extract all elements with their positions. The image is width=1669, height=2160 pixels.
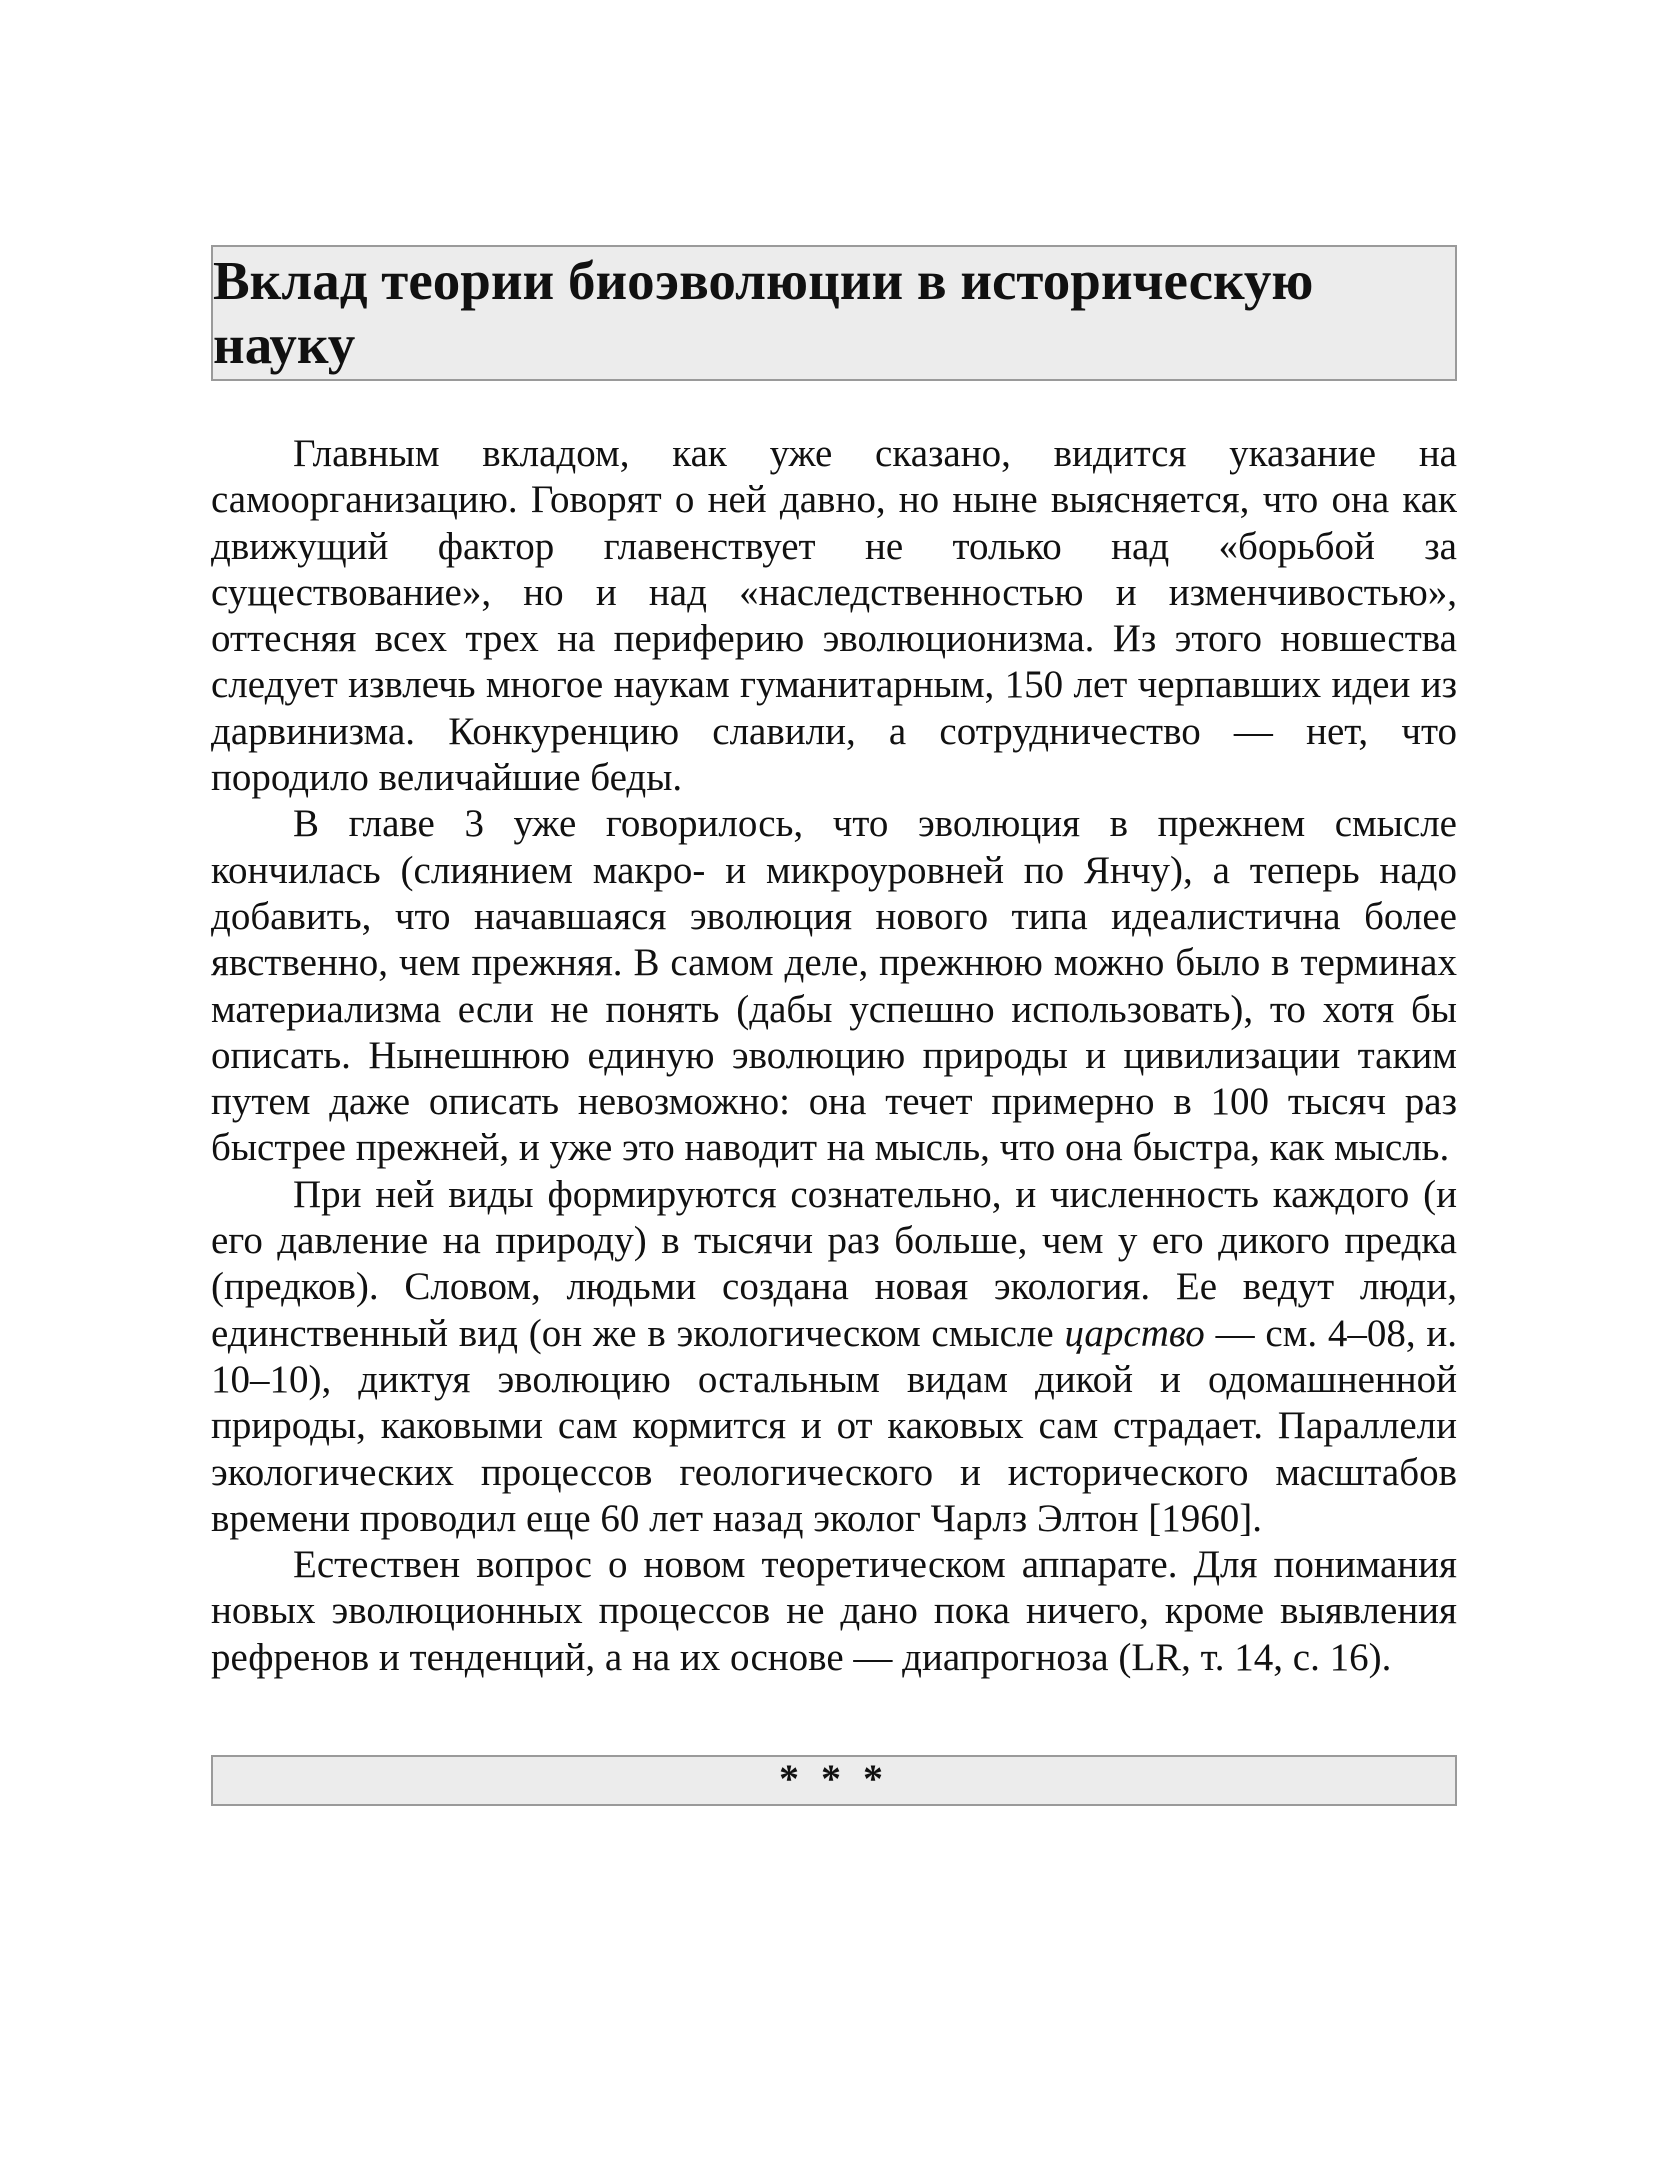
separator-asterisks: * * * <box>779 1756 889 1802</box>
paragraph-4: Естествен вопрос о новом теоретическом аппарате. Для понимания новых эволюционных процессов не дано пока ничего, кроме выявления рефренов и тенденций, а на их основе — диапрогноза (LR, т. 14, с. 16). <box>211 1543 1457 1679</box>
section-title: Вклад теории биоэволюции в историческую науку <box>213 250 1314 375</box>
paragraph-1: Главным вкладом, как уже сказано, видится указание на самоорганизацию. Говорят о ней давно, но ныне выясняется, что она как движущий фактор главенствует не только над «борьбой за существование», но и над «наследственностью и изменчивостью», оттесняя всех трех на периферию эволюционизма. Из этого новшества следует извлечь многое наукам гуманитарным, 150 лет черпавших идеи из дарвинизма. Конкуренцию славили, а сотрудничество — нет, что породило величайшие беды. <box>211 432 1457 800</box>
body-text <box>211 431 1457 1681</box>
paragraph-2: В главе 3 уже говорилось, что эволюция в прежнем смысле кончилась (слиянием макро- и микроуровней по Янчу), а теперь надо добавить, что начавшаяся эволюция нового типа идеалистична более явственно, чем прежняя. В самом деле, прежнюю можно было в терминах материализма если не понять (дабы успешно использовать), то хотя бы описать. Нынешнюю единую эволюцию природы и цивилизации таким путем даже описать невозможно: она течет примерно в 100 тысяч раз быстрее прежней, и уже это наводит на мысль, что она быстра, как мысль. <box>211 802 1457 1170</box>
paragraph-3-text-after: — см. 4–08, и. 10–10), диктуя эволюцию остальным видам дикой и одомашненной природы, каковыми сам кормится и от каковых сам страдает. Параллели экологических процессов геологического и исторического масштабов времени проводил еще 60 лет назад эколог Чарлз Элтон [1960]. <box>211 1311 1457 1540</box>
section-separator <box>211 1755 1457 1806</box>
paragraph-3 <box>211 1172 1457 1542</box>
paragraph-3-italic-term: царство <box>1064 1311 1205 1355</box>
document-page <box>211 245 1457 1806</box>
title-box <box>211 245 1457 381</box>
paragraph-3-text-before: При ней виды формируются сознательно, и численность каждого (и его давление на природу) в тысячи раз больше, чем у его дикого предка (предков). Словом, людьми создана новая экология. Ее ведут люди, единственный вид (он же в экологическом смысле <box>211 1172 1457 1355</box>
